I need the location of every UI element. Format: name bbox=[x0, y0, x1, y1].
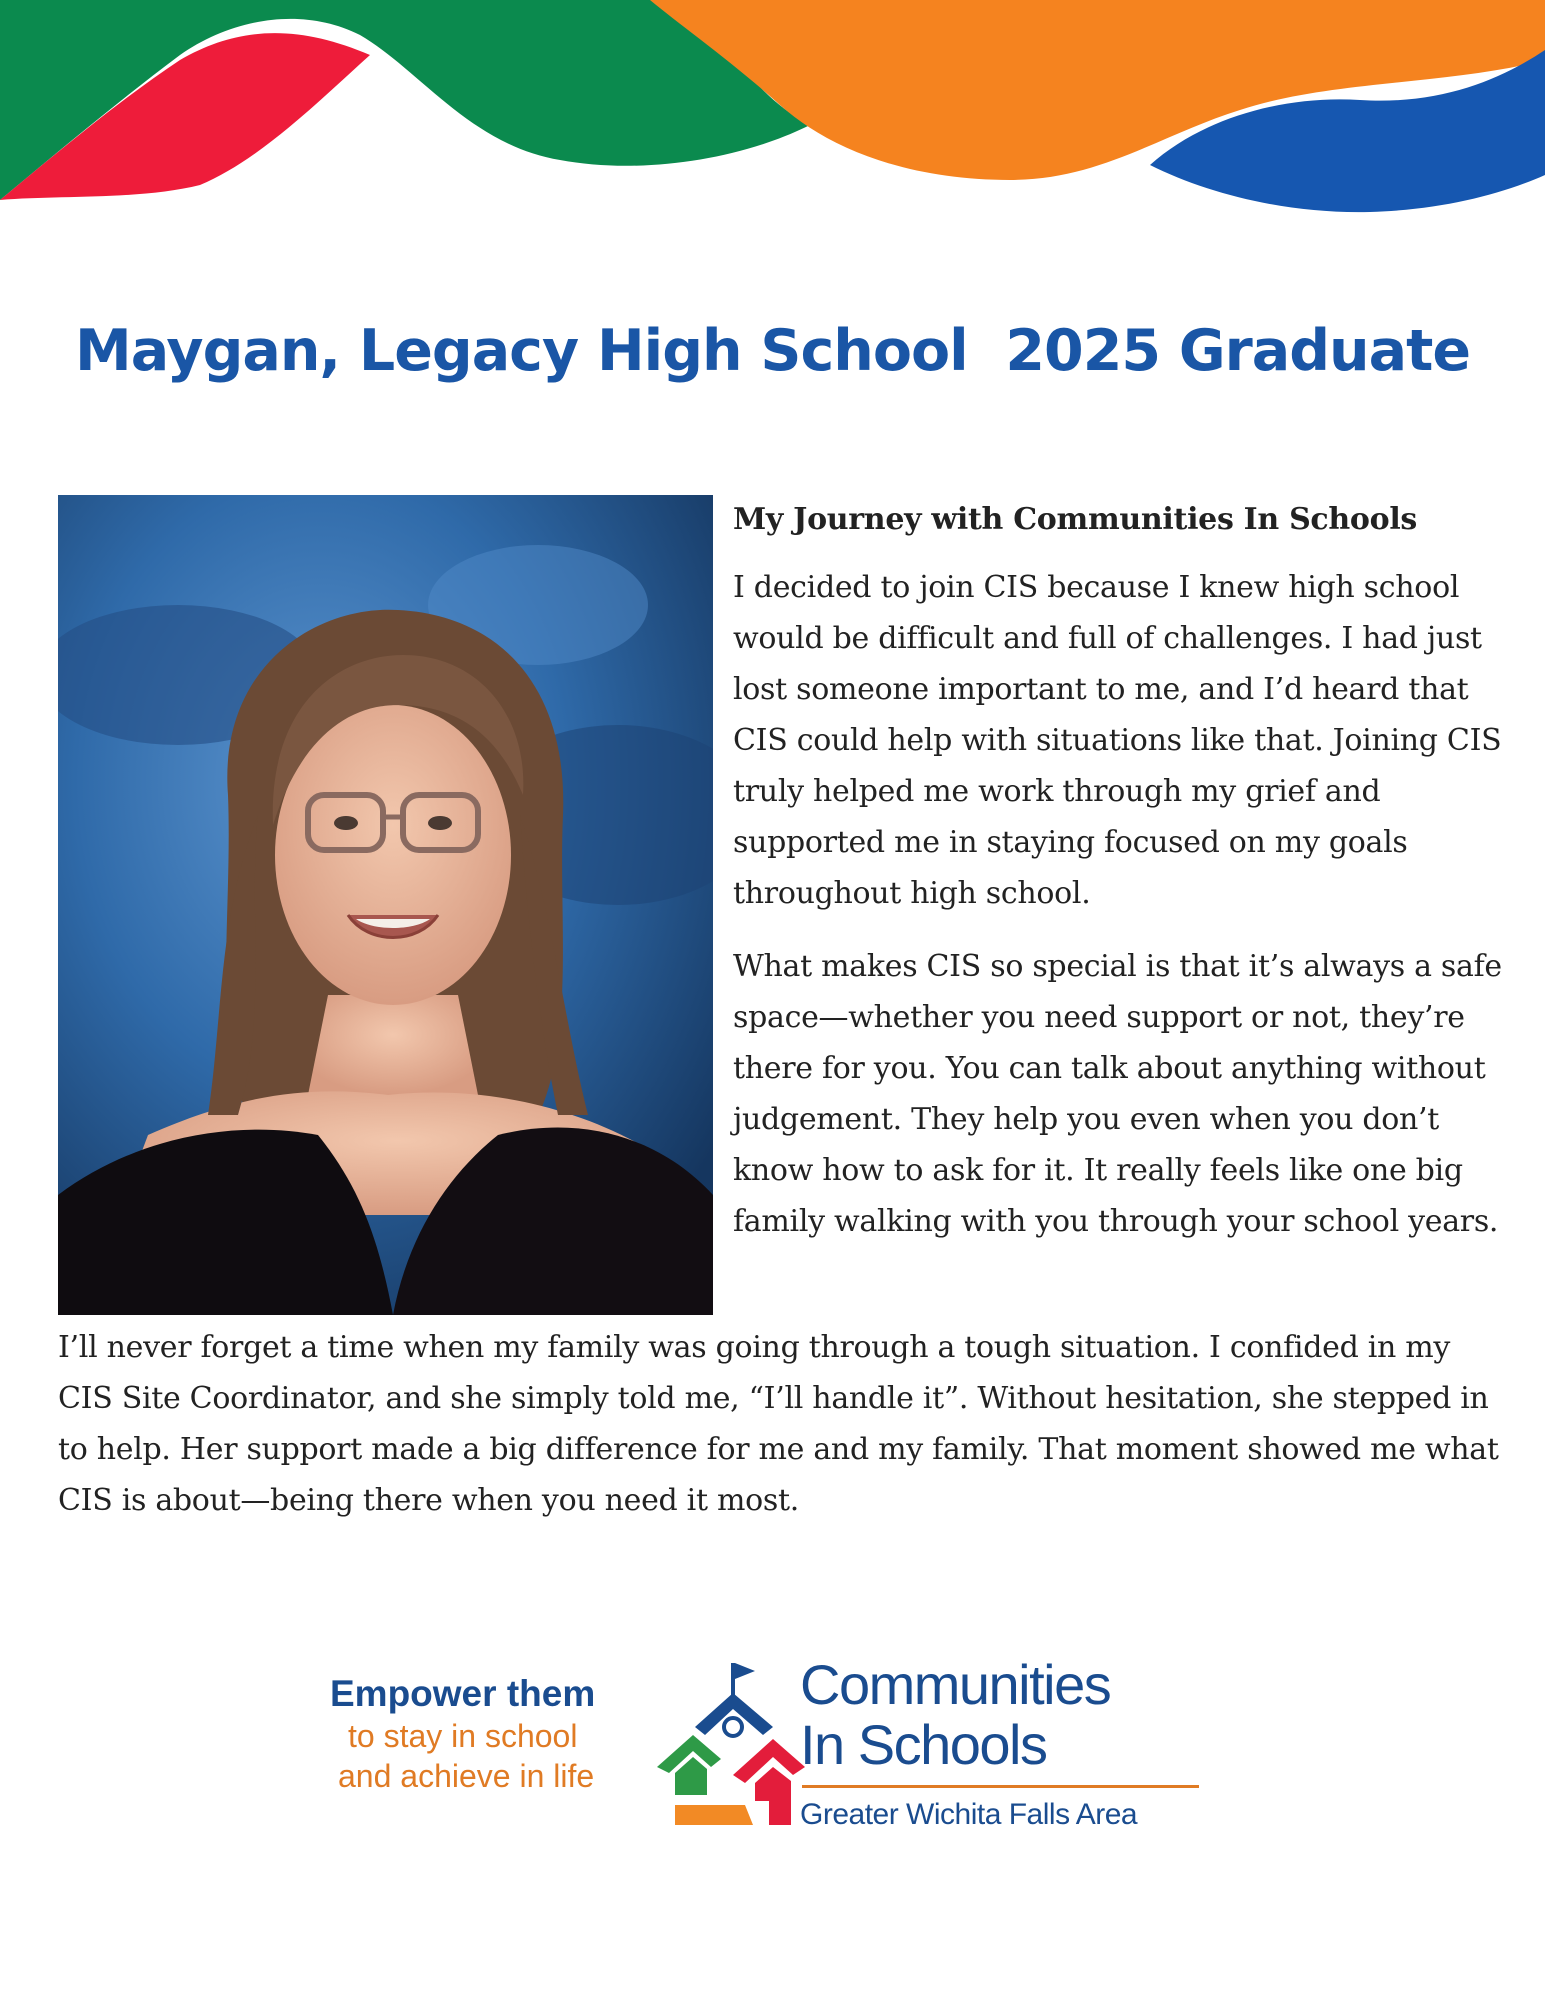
logo-wordmark bbox=[800, 1655, 1220, 1832]
logo-divider bbox=[802, 1785, 1199, 1788]
footer-tagline bbox=[330, 1672, 660, 1796]
schoolhouse-logo-icon bbox=[655, 1655, 805, 1825]
student-portrait-photo bbox=[58, 495, 713, 1315]
story-paragraph-1: I decided to join CIS because I knew high school would be difficult and full of challenges. I had just lost someone important to me, and I’d heard that CIS could help with situations like that. Joining CIS truly helped me work through my grief and supported me in staying focused on my goals throughout high school. bbox=[733, 570, 1502, 911]
header-wave-decoration bbox=[0, 0, 1545, 220]
logo-name-line-1: Communities bbox=[800, 1653, 1111, 1716]
tagline-line-1: Empower them bbox=[330, 1673, 596, 1714]
tagline-line-3: and achieve in life bbox=[338, 1758, 595, 1794]
tagline-line-2: to stay in school bbox=[348, 1718, 578, 1754]
logo-region: Greater Wichita Falls Area bbox=[800, 1798, 1138, 1831]
page-title: Maygan, Legacy High School 2025 Graduate bbox=[75, 318, 1470, 384]
story-column bbox=[733, 496, 1513, 1269]
story-paragraph-2: What makes CIS so special is that it’s always a safe space—whether you need support or not, they’re there for you. You can talk about anything without judgement. They help you even when you don’t know how to ask for it. It really feels like one big family walking with you through your school years. bbox=[733, 949, 1502, 1239]
logo-name-line-2: In Schools bbox=[800, 1713, 1047, 1776]
story-paragraph-3: I’ll never forget a time when my family was going through a tough situation. I confided in my CIS Site Coordinator, and she simply told me, “I’ll handle it”. Without hesitation, she stepped in to help. Her support made a big difference for me and my family. That moment showed me what CIS is about—being there when you need it most. bbox=[58, 1330, 1499, 1518]
story-heading: My Journey with Communities In Schools bbox=[733, 502, 1418, 537]
